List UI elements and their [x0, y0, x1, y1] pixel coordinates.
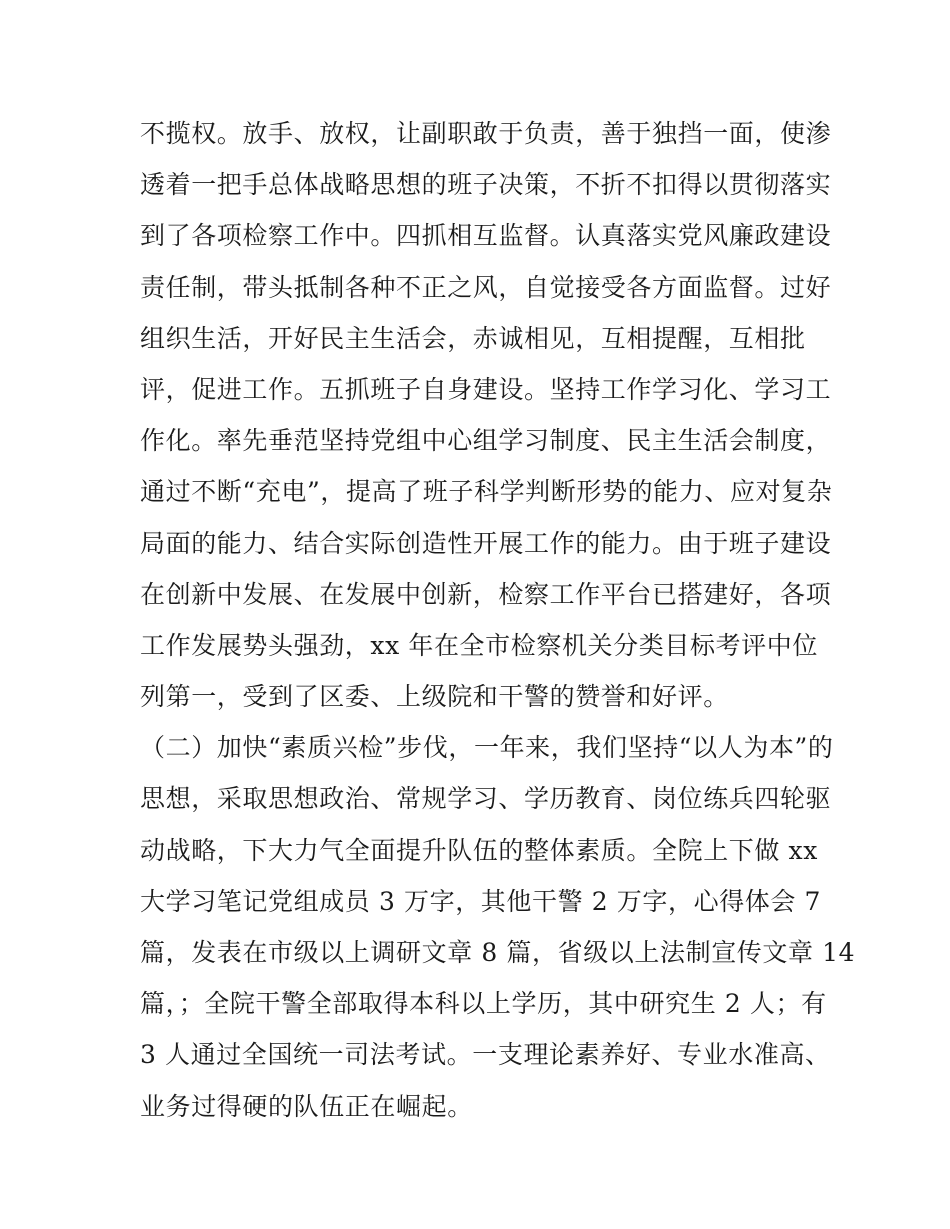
- section-heading-line: （二）加快“素质兴检”步伐，一年来，我们坚持“以人为本”的: [140, 733, 834, 763]
- text-line-8: 通过不断“充电”，提高了班子科学判断形势的能力、应对复杂: [140, 477, 833, 507]
- text-line-7: 作化。率先垂范坚持党组中心组学习制度、民主生活会制度，: [140, 426, 832, 456]
- text-line-6: 评，促进工作。五抓班子自身建设。坚持工作学习化、学习工: [140, 374, 832, 404]
- text-line-15: 动战略，下大力气全面提升队伍的整体素质。全院上下做 xx: [140, 835, 818, 865]
- text-line-12: 列第一，受到了区委、上级院和干警的赞誉和好评。: [140, 682, 729, 712]
- text-line-19: 3 人通过全国统一司法考试。一支理论素养好、专业水准高、: [140, 1040, 831, 1070]
- text-line-4: 责任制，带头抵制各种不正之风，自觉接受各方面监督。过好: [140, 272, 832, 302]
- text-line-17: 篇，发表在市级以上调研文章 8 篇，省级以上法制宣传文章 14: [140, 938, 856, 967]
- text-line-18: 篇，；全院干警全部取得本科以上学历，其中研究生 2 人；有: [140, 989, 827, 1019]
- text-line-5: 组织生活，开好民主生活会，赤诚相见，互相提醒，互相批: [140, 323, 806, 353]
- text-line-9: 局面的能力、结合实际创造性开展工作的能力。由于班子建设: [140, 528, 832, 558]
- text-line-16: 大学习笔记党组成员 3 万字，其他干警 2 万字，心得体会 7: [140, 886, 822, 916]
- body-text: [140, 108, 856, 1132]
- text-line-20: 业务过得硬的队伍正在崛起。: [140, 1091, 473, 1121]
- text-line-1: 不揽权。放手、放权，让副职敢于负责，善于独挡一面，使渗: [140, 119, 832, 148]
- text-line-10: 在创新中发展、在发展中创新，检察工作平台已搭建好，各项: [140, 579, 832, 609]
- text-line-3: 到了各项检察工作中。四抓相互监督。认真落实党风廉政建设: [140, 221, 832, 251]
- text-line-2: 透着一把手总体战略思想的班子决策，不折不扣得以贯彻落实: [140, 170, 832, 200]
- text-line-14: 思想，采取思想政治、常规学习、学历教育、岗位练兵四轮驱: [140, 784, 832, 814]
- text-line-11: 工作发展势头强劲，xx 年在全市检察机关分类目标考评中位: [140, 630, 818, 660]
